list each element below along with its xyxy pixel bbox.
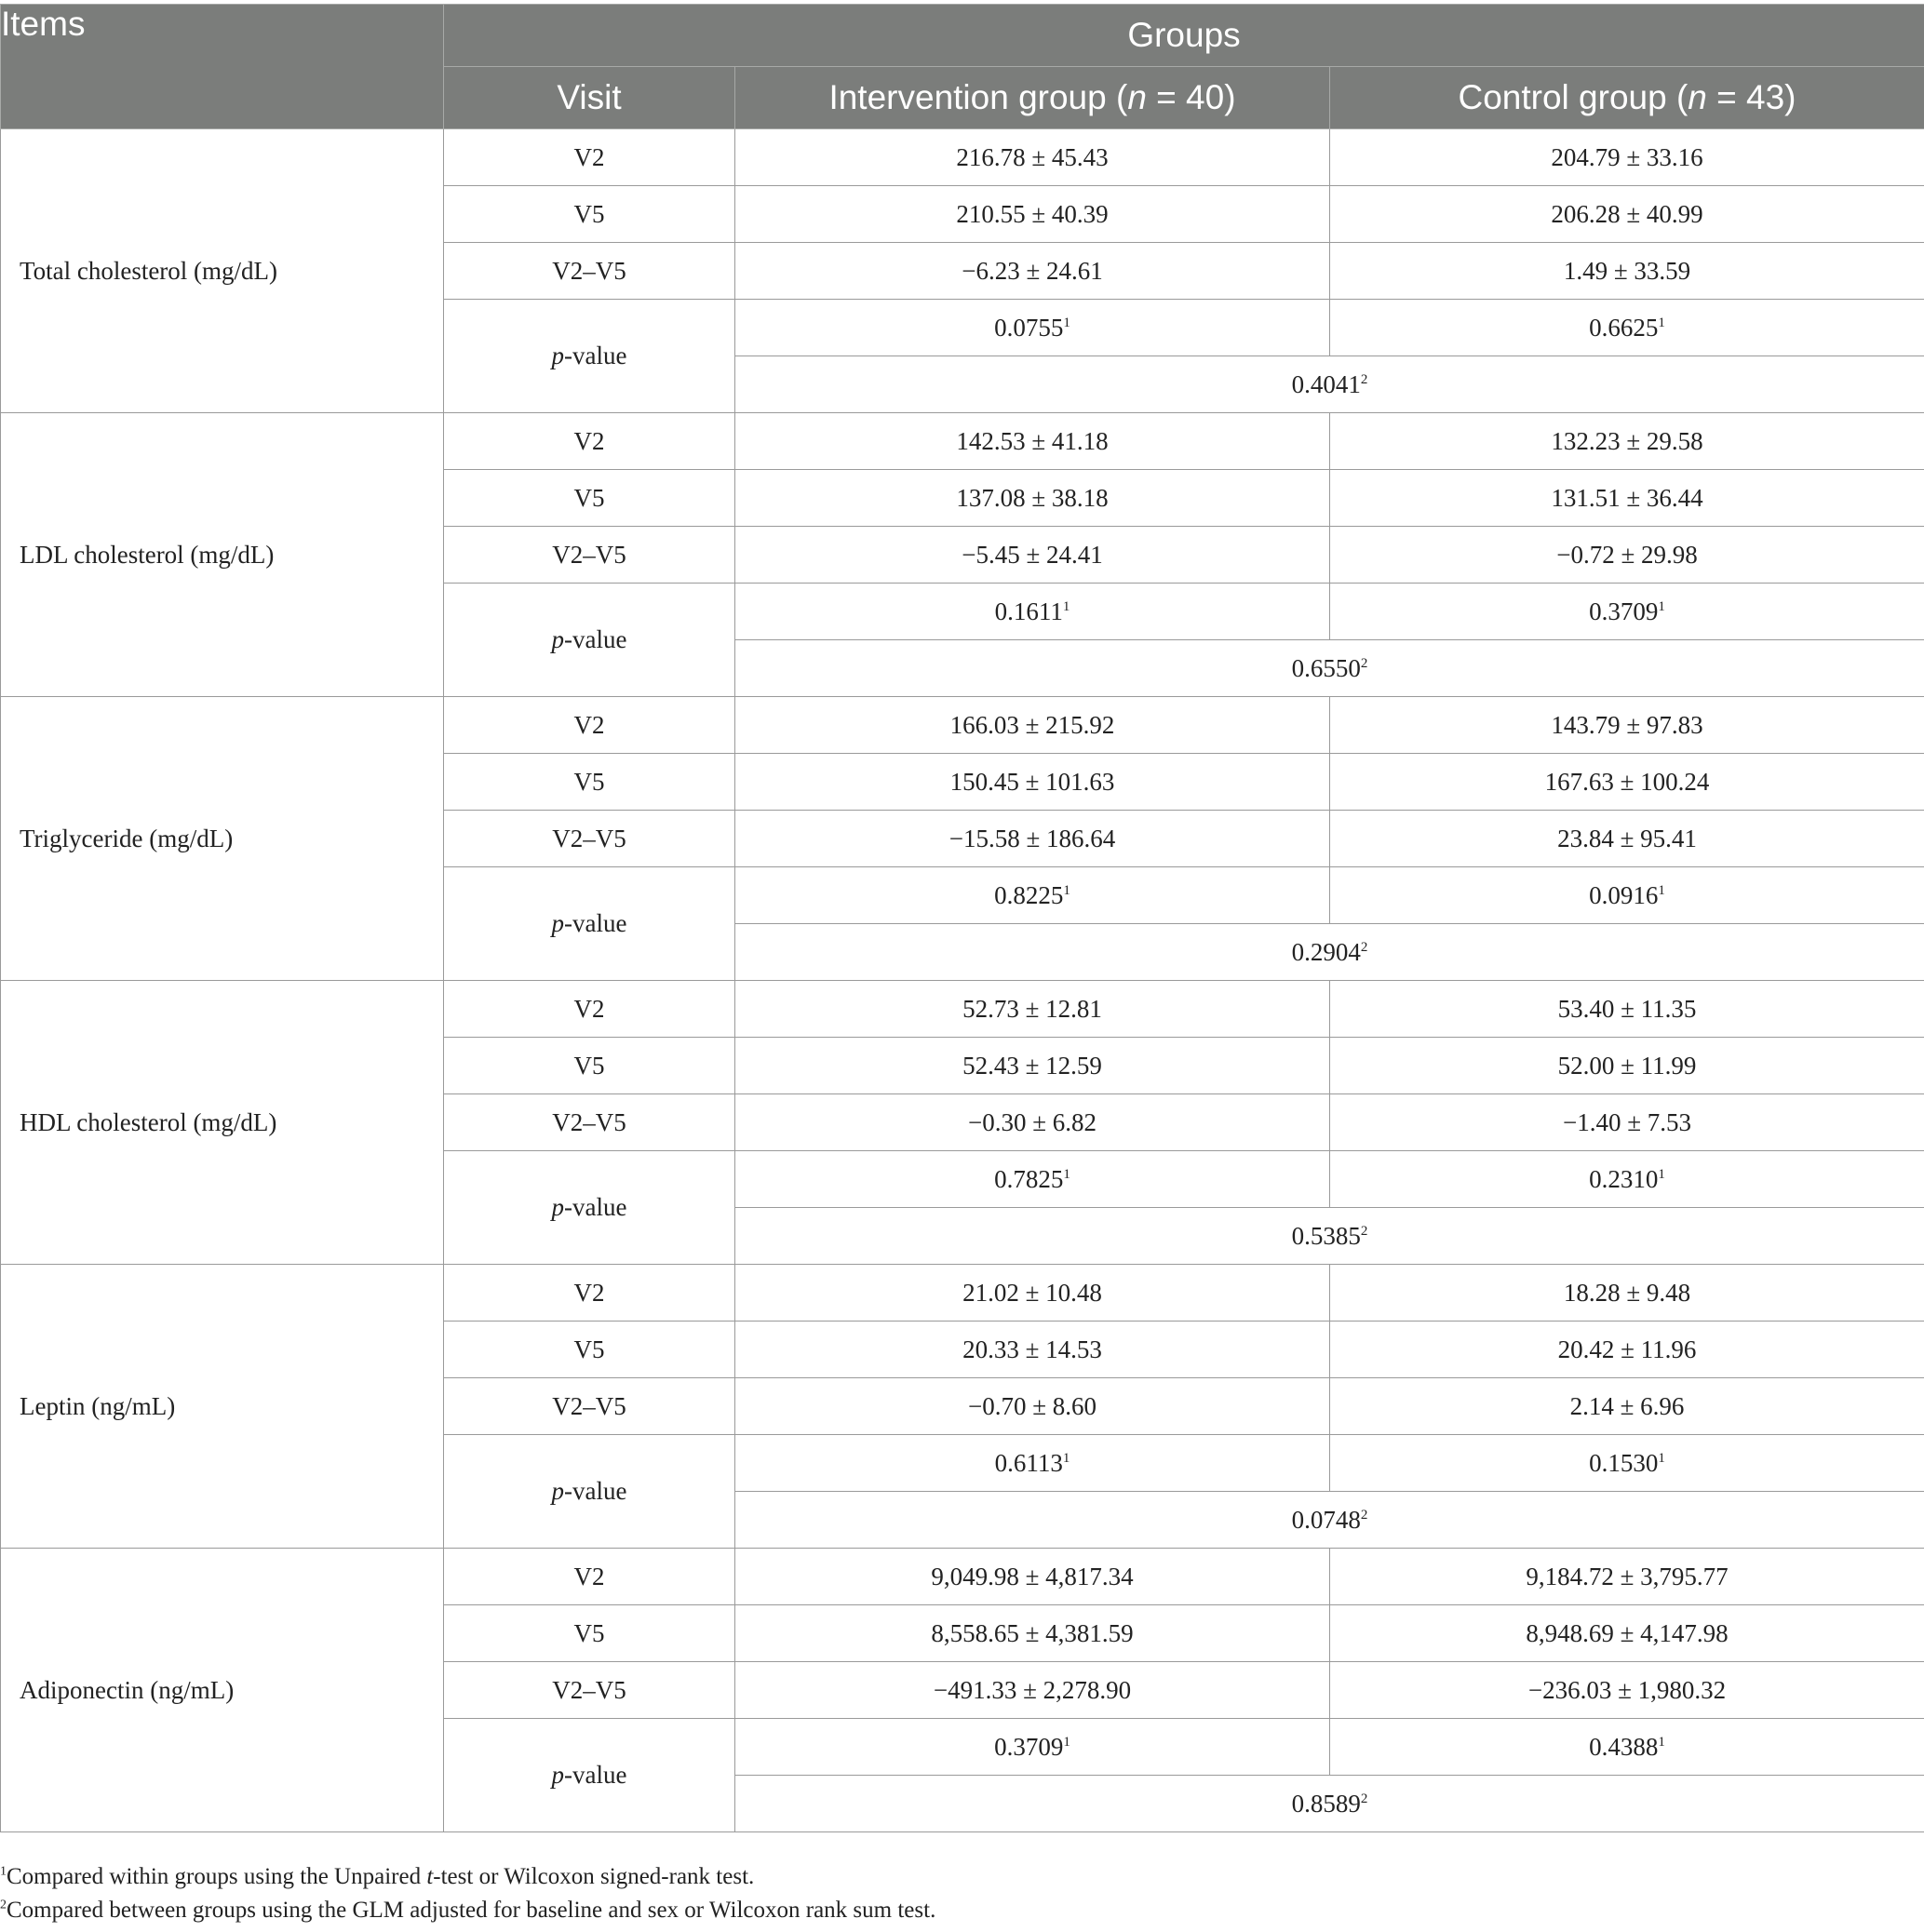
visit-v5: V5 xyxy=(444,1322,735,1378)
control-v2: 143.79 ± 97.83 xyxy=(1330,697,1924,754)
intervention-diff: −6.23 ± 24.61 xyxy=(735,243,1330,300)
p-italic: p xyxy=(551,1761,565,1789)
intervention-diff: −15.58 ± 186.64 xyxy=(735,811,1330,867)
p-between xyxy=(735,1492,1924,1549)
intervention-v2: 216.78 ± 45.43 xyxy=(735,129,1330,186)
intervention-v5: 150.45 ± 101.63 xyxy=(735,754,1330,811)
control-p-within xyxy=(1330,300,1924,356)
footnote-marker-1: 1 xyxy=(1063,315,1070,330)
control-v5: 167.63 ± 100.24 xyxy=(1330,754,1924,811)
control-p-within xyxy=(1330,1151,1924,1208)
p-between-value: 0.6550 xyxy=(1291,653,1361,682)
footnote-marker-1: 1 xyxy=(1658,882,1665,898)
visit-v5: V5 xyxy=(444,1038,735,1094)
intervention-p-within xyxy=(735,584,1330,640)
footnote-marker-2: 2 xyxy=(1360,1223,1368,1239)
intervention-p-within xyxy=(735,300,1330,356)
visit-diff: V2–V5 xyxy=(444,1662,735,1719)
p-within-value: 0.2310 xyxy=(1589,1164,1659,1193)
header-control-group: Control group (n = 43) xyxy=(1330,67,1924,129)
visit-p-value xyxy=(444,867,735,981)
header-intervention-group: Intervention group (n = 40) xyxy=(735,67,1330,129)
visit-v2: V2 xyxy=(444,1549,735,1605)
header-items: Items xyxy=(1,5,444,129)
control-v5: 206.28 ± 40.99 xyxy=(1330,186,1924,243)
control-v2: 204.79 ± 33.16 xyxy=(1330,129,1924,186)
visit-p-value xyxy=(444,584,735,697)
visit-v2: V2 xyxy=(444,981,735,1038)
visit-diff: V2–V5 xyxy=(444,1378,735,1435)
footnote-marker-2: 2 xyxy=(1360,371,1368,387)
control-v2: 132.23 ± 29.58 xyxy=(1330,413,1924,470)
footnote-marker-2: 2 xyxy=(1360,939,1368,955)
control-diff: −1.40 ± 7.53 xyxy=(1330,1094,1924,1151)
intervention-p-within xyxy=(735,1435,1330,1492)
p-between-value: 0.5385 xyxy=(1291,1221,1361,1250)
intervention-diff: −5.45 ± 24.41 xyxy=(735,527,1330,584)
p-between xyxy=(735,1208,1924,1265)
visit-p-value xyxy=(444,1435,735,1549)
footnote-marker-1: 1 xyxy=(1062,598,1070,614)
p-italic: p xyxy=(551,342,565,369)
p-within-value: 0.1611 xyxy=(994,597,1063,625)
control-diff: −0.72 ± 29.98 xyxy=(1330,527,1924,584)
visit-diff: V2–V5 xyxy=(444,243,735,300)
intervention-p-within xyxy=(735,1719,1330,1776)
footnote-marker-1: 1 xyxy=(1658,1166,1665,1182)
control-p-within xyxy=(1330,584,1924,640)
intervention-v2: 166.03 ± 215.92 xyxy=(735,697,1330,754)
visit-v5: V5 xyxy=(444,754,735,811)
footnote-marker-1: 1 xyxy=(1658,1450,1665,1466)
visit-diff: V2–V5 xyxy=(444,811,735,867)
visit-diff: V2–V5 xyxy=(444,527,735,584)
visit-v5: V5 xyxy=(444,1605,735,1662)
visit-v2: V2 xyxy=(444,697,735,754)
visit-diff: V2–V5 xyxy=(444,1094,735,1151)
intervention-diff: −0.70 ± 8.60 xyxy=(735,1378,1330,1435)
control-diff: 1.49 ± 33.59 xyxy=(1330,243,1924,300)
control-v2: 53.40 ± 11.35 xyxy=(1330,981,1924,1038)
control-diff: 23.84 ± 95.41 xyxy=(1330,811,1924,867)
control-v2: 18.28 ± 9.48 xyxy=(1330,1265,1924,1322)
item-label: LDL cholesterol (mg/dL) xyxy=(1,413,444,697)
control-v5: 8,948.69 ± 4,147.98 xyxy=(1330,1605,1924,1662)
intervention-v2: 142.53 ± 41.18 xyxy=(735,413,1330,470)
footnote-marker-1: 1 xyxy=(1063,1166,1070,1182)
table-row xyxy=(1,129,1924,186)
intervention-v5: 20.33 ± 14.53 xyxy=(735,1322,1330,1378)
intervention-v2: 52.73 ± 12.81 xyxy=(735,981,1330,1038)
p-between xyxy=(735,1776,1924,1832)
p-between xyxy=(735,356,1924,413)
table-body xyxy=(1,129,1924,1832)
lipid-adipokine-table xyxy=(0,4,1924,1832)
control-v5: 131.51 ± 36.44 xyxy=(1330,470,1924,527)
p-within-value: 0.3709 xyxy=(1589,597,1659,625)
visit-v2: V2 xyxy=(444,413,735,470)
footnote-marker-2: 2 xyxy=(1360,1507,1368,1523)
intervention-v5: 210.55 ± 40.39 xyxy=(735,186,1330,243)
visit-p-value xyxy=(444,1719,735,1832)
p-within-value: 0.4388 xyxy=(1589,1732,1659,1761)
p-between xyxy=(735,640,1924,697)
p-within-value: 0.0755 xyxy=(994,313,1064,342)
item-label: Adiponectin (ng/mL) xyxy=(1,1549,444,1832)
intervention-v5: 52.43 ± 12.59 xyxy=(735,1038,1330,1094)
p-italic: p xyxy=(551,1477,565,1505)
p-rest: -value xyxy=(564,1193,627,1221)
table-row xyxy=(1,413,1924,470)
control-p-within xyxy=(1330,1719,1924,1776)
p-rest: -value xyxy=(564,1761,627,1789)
footnote-marker-2: 2 xyxy=(1360,655,1368,671)
table-row xyxy=(1,697,1924,754)
p-between xyxy=(735,924,1924,981)
p-between-value: 0.0748 xyxy=(1291,1505,1361,1534)
table-row xyxy=(1,1265,1924,1322)
p-within-value: 0.6625 xyxy=(1589,313,1659,342)
header-groups: Groups xyxy=(444,5,1924,67)
control-p-within xyxy=(1330,1435,1924,1492)
visit-v5: V5 xyxy=(444,470,735,527)
footnote-marker-2: 2 xyxy=(1360,1791,1368,1806)
item-label: HDL cholesterol (mg/dL) xyxy=(1,981,444,1265)
footnote-marker-1: 1 xyxy=(1062,1450,1070,1466)
intervention-v5: 8,558.65 ± 4,381.59 xyxy=(735,1605,1330,1662)
p-within-value: 0.1530 xyxy=(1589,1448,1659,1477)
p-italic: p xyxy=(551,625,565,653)
control-v2: 9,184.72 ± 3,795.77 xyxy=(1330,1549,1924,1605)
visit-p-value xyxy=(444,1151,735,1265)
header-visit: Visit xyxy=(444,67,735,129)
item-label: Triglyceride (mg/dL) xyxy=(1,697,444,981)
control-v5: 20.42 ± 11.96 xyxy=(1330,1322,1924,1378)
p-rest: -value xyxy=(564,909,627,937)
intervention-diff: −491.33 ± 2,278.90 xyxy=(735,1662,1330,1719)
visit-v2: V2 xyxy=(444,129,735,186)
footnote-1: $^1$Compared within groups using the Unpaired t-test or Wilcoxon signed-rank test. xyxy=(0,1864,755,1889)
p-within-value: 0.7825 xyxy=(994,1164,1064,1193)
control-diff: −236.03 ± 1,980.32 xyxy=(1330,1662,1924,1719)
p-rest: -value xyxy=(564,625,627,653)
visit-p-value xyxy=(444,300,735,413)
intervention-v5: 137.08 ± 38.18 xyxy=(735,470,1330,527)
item-label: Leptin (ng/mL) xyxy=(1,1265,444,1549)
intervention-p-within xyxy=(735,1151,1330,1208)
p-rest: -value xyxy=(564,342,627,369)
p-italic: p xyxy=(551,909,565,937)
p-italic: p xyxy=(551,1193,565,1221)
footnote-marker-1: 1 xyxy=(1658,1734,1665,1750)
visit-v2: V2 xyxy=(444,1265,735,1322)
table-footnotes xyxy=(0,1860,1924,1927)
footnote-2: $^2$Compared between groups using the GLM adjusted for baseline and sex or Wilcoxon rank sum test. xyxy=(0,1898,936,1923)
table-row xyxy=(1,981,1924,1038)
table-header xyxy=(1,5,1924,129)
p-between-value: 0.8589 xyxy=(1291,1789,1361,1818)
p-between-value: 0.2904 xyxy=(1291,937,1361,966)
p-rest: -value xyxy=(564,1477,627,1505)
p-within-value: 0.6113 xyxy=(994,1448,1063,1477)
p-between-value: 0.4041 xyxy=(1291,369,1361,398)
table-row xyxy=(1,1549,1924,1605)
p-within-value: 0.0916 xyxy=(1589,880,1659,909)
intervention-diff: −0.30 ± 6.82 xyxy=(735,1094,1330,1151)
control-p-within xyxy=(1330,867,1924,924)
control-v5: 52.00 ± 11.99 xyxy=(1330,1038,1924,1094)
footnote-marker-1: 1 xyxy=(1658,315,1665,330)
intervention-v2: 9,049.98 ± 4,817.34 xyxy=(735,1549,1330,1605)
footnote-marker-1: 1 xyxy=(1063,1734,1070,1750)
intervention-p-within xyxy=(735,867,1330,924)
footnote-marker-1: 1 xyxy=(1063,882,1070,898)
intervention-v2: 21.02 ± 10.48 xyxy=(735,1265,1330,1322)
visit-v5: V5 xyxy=(444,186,735,243)
p-within-value: 0.3709 xyxy=(994,1732,1064,1761)
footnote-marker-1: 1 xyxy=(1658,598,1665,614)
p-within-value: 0.8225 xyxy=(994,880,1064,909)
item-label: Total cholesterol (mg/dL) xyxy=(1,129,444,413)
control-diff: 2.14 ± 6.96 xyxy=(1330,1378,1924,1435)
